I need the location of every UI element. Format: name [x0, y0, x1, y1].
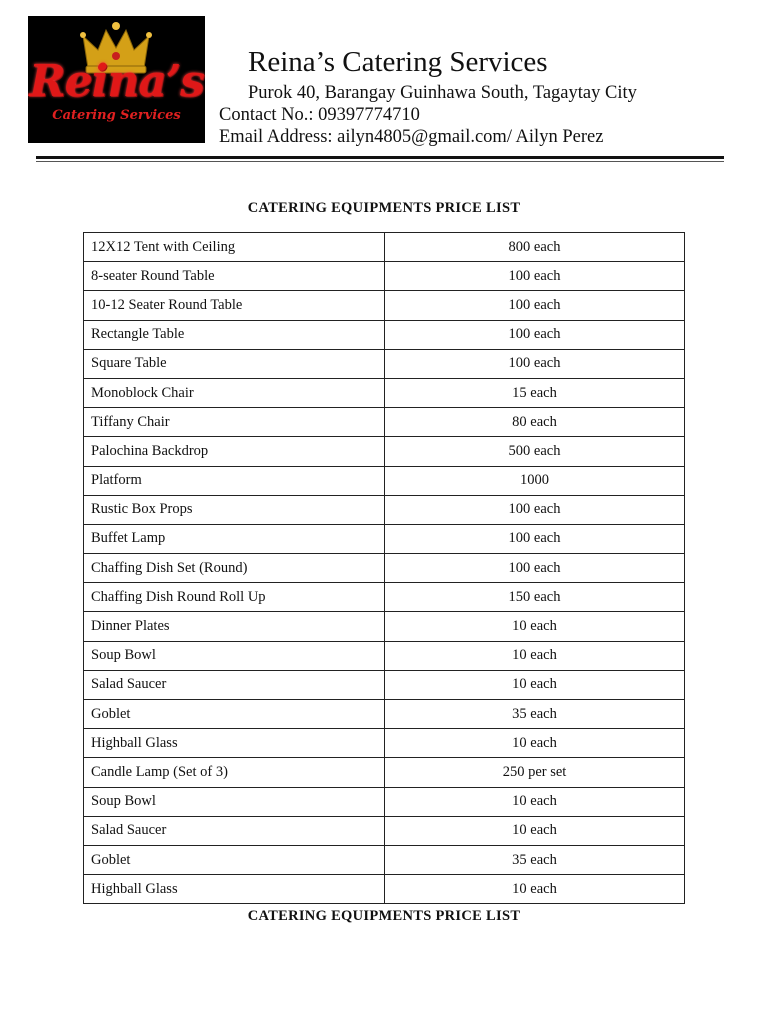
table-row	[84, 700, 685, 729]
business-name: Reina’s Catering Services	[248, 46, 548, 78]
item-price-cell: 10 each	[385, 612, 685, 641]
item-price-cell: 80 each	[385, 408, 685, 437]
item-price-cell: 10 each	[385, 641, 685, 670]
item-price-cell: 100 each	[385, 291, 685, 320]
business-logo	[28, 16, 205, 143]
item-price-cell: 15 each	[385, 378, 685, 407]
item-price-cell: 35 each	[385, 700, 685, 729]
table-row	[84, 233, 685, 262]
item-name-cell: Platform	[84, 466, 385, 495]
table-row	[84, 495, 685, 524]
item-price-cell: 35 each	[385, 845, 685, 874]
table-row	[84, 583, 685, 612]
item-name-cell: Monoblock Chair	[84, 378, 385, 407]
item-name-cell: Rectangle Table	[84, 320, 385, 349]
item-name-cell: Buffet Lamp	[84, 524, 385, 553]
table-row	[84, 670, 685, 699]
item-price-cell: 10 each	[385, 875, 685, 904]
item-name-cell: Candle Lamp (Set of 3)	[84, 758, 385, 787]
item-price-cell: 250 per set	[385, 758, 685, 787]
item-price-cell: 10 each	[385, 816, 685, 845]
item-price-cell: 100 each	[385, 262, 685, 291]
table-row	[84, 466, 685, 495]
item-price-cell: 800 each	[385, 233, 685, 262]
item-name-cell: Soup Bowl	[84, 787, 385, 816]
table-row	[84, 291, 685, 320]
table-row	[84, 262, 685, 291]
table-row	[84, 349, 685, 378]
header-divider-thin	[36, 161, 724, 162]
table-row	[84, 378, 685, 407]
item-name-cell: 8-seater Round Table	[84, 262, 385, 291]
item-price-cell: 10 each	[385, 729, 685, 758]
item-name-cell: Chaffing Dish Round Roll Up	[84, 583, 385, 612]
email-address: Email Address: ailyn4805@gmail.com/ Ailyn Perez	[219, 127, 604, 147]
item-price-cell: 100 each	[385, 349, 685, 378]
logo-subtitle: Catering Services	[52, 108, 181, 123]
table-row	[84, 524, 685, 553]
item-name-cell: Highball Glass	[84, 875, 385, 904]
business-address: Purok 40, Barangay Guinhawa South, Tagaytay City	[248, 83, 637, 103]
item-name-cell: Salad Saucer	[84, 816, 385, 845]
item-name-cell: Rustic Box Props	[84, 495, 385, 524]
item-price-cell: 10 each	[385, 787, 685, 816]
item-name-cell: Dinner Plates	[84, 612, 385, 641]
item-name-cell: Goblet	[84, 845, 385, 874]
table-row	[84, 845, 685, 874]
price-list-footer-title: CATERING EQUIPMENTS PRICE LIST	[247, 908, 521, 924]
table-row	[84, 816, 685, 845]
item-name-cell: Tiffany Chair	[84, 408, 385, 437]
item-price-cell: 1000	[385, 466, 685, 495]
item-price-cell: 10 each	[385, 670, 685, 699]
item-name-cell: 12X12 Tent with Ceiling	[84, 233, 385, 262]
item-price-cell: 100 each	[385, 554, 685, 583]
item-name-cell: Highball Glass	[84, 729, 385, 758]
table-row	[84, 320, 685, 349]
price-list-title: CATERING EQUIPMENTS PRICE LIST	[247, 200, 521, 216]
table-row	[84, 875, 685, 904]
item-price-cell: 100 each	[385, 495, 685, 524]
contact-number: Contact No.: 09397774710	[219, 105, 420, 125]
price-table	[83, 232, 685, 904]
item-name-cell: Palochina Backdrop	[84, 437, 385, 466]
item-name-cell: Square Table	[84, 349, 385, 378]
table-row	[84, 612, 685, 641]
table-row	[84, 554, 685, 583]
table-row	[84, 408, 685, 437]
item-name-cell: Soup Bowl	[84, 641, 385, 670]
item-price-cell: 150 each	[385, 583, 685, 612]
table-row	[84, 729, 685, 758]
item-name-cell: 10-12 Seater Round Table	[84, 291, 385, 320]
table-row	[84, 437, 685, 466]
table-row	[84, 787, 685, 816]
item-name-cell: Goblet	[84, 700, 385, 729]
table-row	[84, 758, 685, 787]
item-name-cell: Salad Saucer	[84, 670, 385, 699]
item-price-cell: 100 each	[385, 320, 685, 349]
header-divider	[36, 156, 724, 159]
item-price-cell: 500 each	[385, 437, 685, 466]
item-name-cell: Chaffing Dish Set (Round)	[84, 554, 385, 583]
table-row	[84, 641, 685, 670]
logo-wordmark: Reina’s	[29, 56, 204, 107]
item-price-cell: 100 each	[385, 524, 685, 553]
